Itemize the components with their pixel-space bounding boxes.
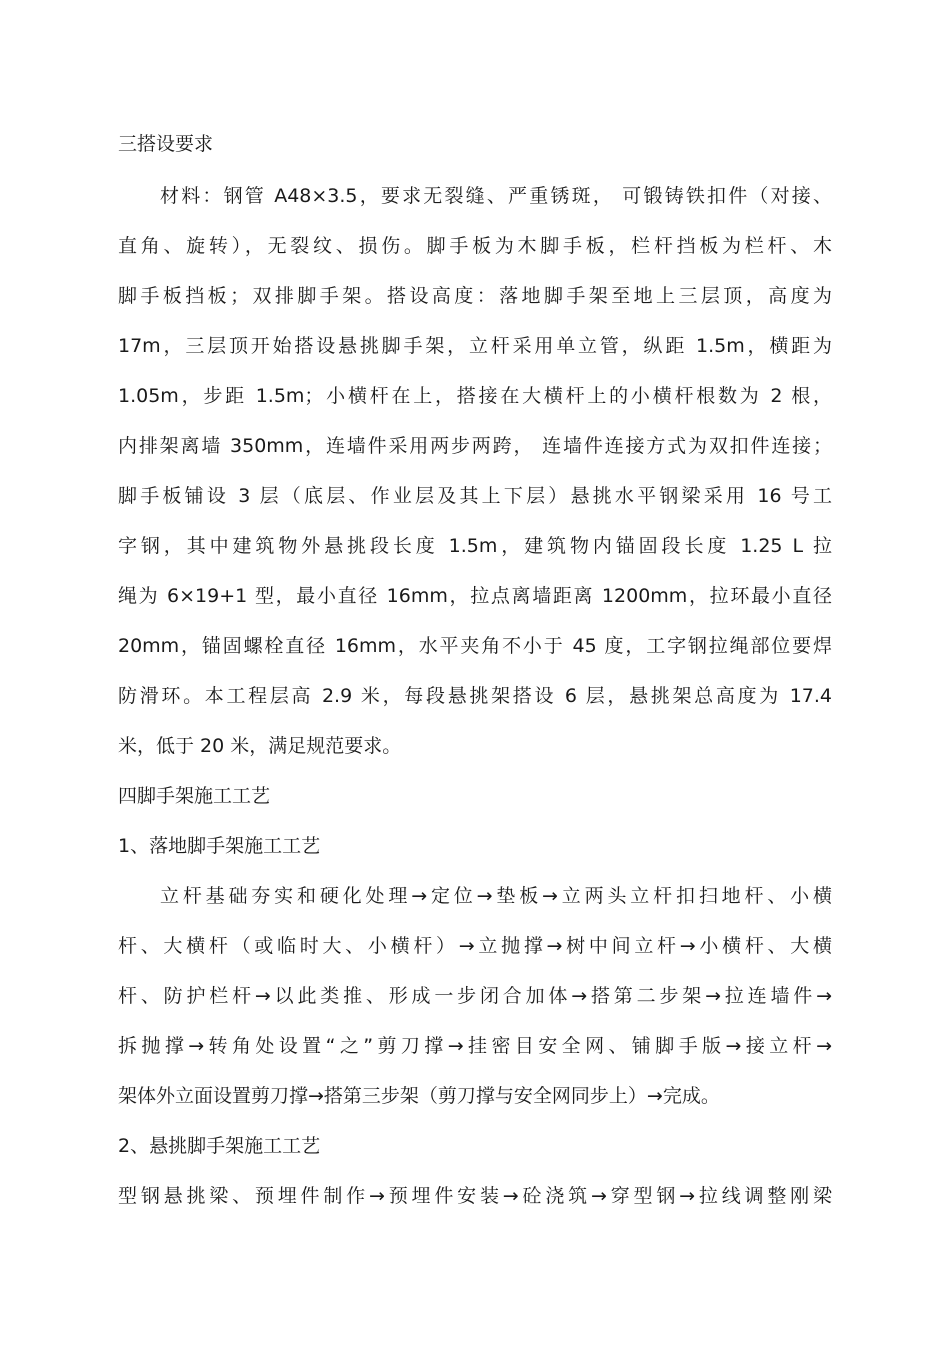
subsection-heading-cantilever-scaffold: 2、悬挑脚手架施工工艺	[118, 1135, 321, 1157]
paragraph-line: 20mm，锚固螺栓直径 16mm，水平夹角不小于 45 度，工字钢拉绳部位要焊	[118, 635, 832, 657]
paragraph-line: 内排架离墙 350mm，连墙件采用两步两跨， 连墙件连接方式为双扣件连接；	[118, 435, 832, 457]
paragraph-line: 17m，三层顶开始搭设悬挑脚手架，立杆采用单立管，纵距 1.5m，横距为	[118, 335, 832, 357]
paragraph-line: 材料：钢管 A48×3.5，要求无裂缝、严重锈斑， 可锻铸铁扣件（对接、	[160, 185, 832, 207]
section-heading-construction-process: 四脚手架施工工艺	[118, 785, 271, 807]
paragraph-line: 直角、旋转），无裂纹、损伤。脚手板为木脚手板，栏杆挡板为栏杆、木	[118, 235, 832, 257]
paragraph-line: 字钢，其中建筑物外悬挑段长度 1.5m，建筑物内锚固段长度 1.25 L 拉	[118, 535, 832, 557]
section-heading-setup-requirements: 三搭设要求	[118, 133, 214, 155]
paragraph-line: 架体外立面设置剪刀撑→搭第三步架（剪刀撑与安全网同步上）→完成。	[118, 1085, 720, 1107]
subsection-heading-ground-scaffold: 1、落地脚手架施工工艺	[118, 835, 321, 857]
paragraph-line: 杆、大横杆（或临时大、小横杆）→立抛撑→树中间立杆→小横杆、大横	[118, 935, 832, 957]
paragraph-line: 绳为 6×19+1 型，最小直径 16mm，拉点离墙距离 1200mm，拉环最小直径	[118, 585, 832, 607]
paragraph-line: 立杆基础夯实和硬化处理→定位→垫板→立两头立杆扣扫地杆、小横	[160, 885, 832, 907]
paragraph-line: 型钢悬挑梁、预埋件制作→预埋件安装→砼浇筑→穿型钢→拉线调整刚梁	[118, 1185, 832, 1207]
paragraph-line: 防滑环。本工程层高 2.9 米，每段悬挑架搭设 6 层，悬挑架总高度为 17.4	[118, 685, 832, 707]
paragraph-line: 米，低于 20 米，满足规范要求。	[118, 735, 402, 757]
paragraph-line: 杆、防护栏杆→以此类推、形成一步闭合加体→搭第二步架→拉连墙件→	[118, 985, 832, 1007]
paragraph-line: 拆抛撑→转角处设置“之”剪刀撑→挂密目安全网、铺脚手版→接立杆→	[118, 1035, 832, 1057]
paragraph-line: 1.05m，步距 1.5m；小横杆在上，搭接在大横杆上的小横杆根数为 2 根，	[118, 385, 832, 407]
paragraph-line: 脚手板挡板；双排脚手架。搭设高度：落地脚手架至地上三层顶，高度为	[118, 285, 832, 307]
paragraph-line: 脚手板铺设 3 层（底层、作业层及其上下层）悬挑水平钢梁采用 16 号工	[118, 485, 832, 507]
